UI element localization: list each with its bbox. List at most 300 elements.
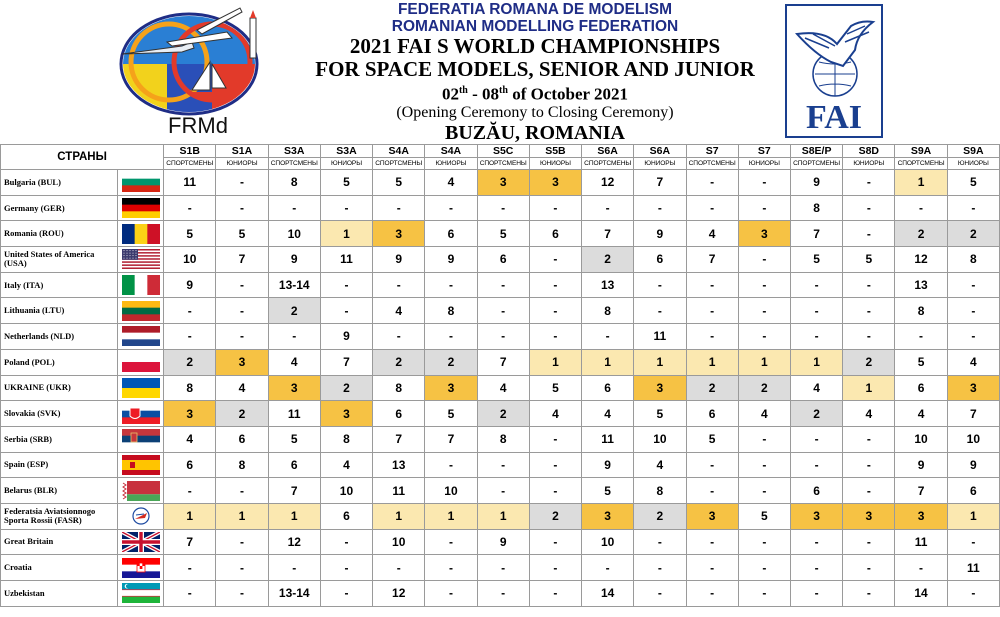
result-cell: -	[634, 529, 686, 555]
result-cell: 6	[320, 503, 372, 529]
result-cell: 10	[164, 247, 216, 273]
result-cell: -	[268, 324, 320, 350]
result-cell: 6	[216, 426, 268, 452]
category-header-cell: СПОРТСМЕНЫ	[895, 158, 947, 170]
result-cell: -	[738, 452, 790, 478]
result-cell: 2	[582, 247, 634, 273]
result-cell: -	[164, 298, 216, 324]
result-cell: 3	[373, 221, 425, 247]
table-row	[1, 298, 1000, 324]
result-cell: 7	[477, 349, 529, 375]
usa-flag	[118, 247, 164, 273]
category-header-cell: ЮНИОРЫ	[425, 158, 477, 170]
result-cell: 6	[268, 452, 320, 478]
result-cell: 2	[843, 349, 895, 375]
result-cell: 10	[425, 478, 477, 504]
result-cell: 12	[373, 581, 425, 607]
result-cell: 11	[320, 247, 372, 273]
result-cell: -	[686, 195, 738, 221]
ukraine-flag	[118, 375, 164, 401]
category-header-cell: СПОРТСМЕНЫ	[686, 158, 738, 170]
class-header-cell: S9A	[947, 145, 999, 158]
result-cell: 13	[582, 272, 634, 298]
result-cell: 4	[843, 401, 895, 427]
result-cell: 8	[477, 426, 529, 452]
category-header-cell: СПОРТСМЕНЫ	[790, 158, 842, 170]
result-cell: 3	[738, 221, 790, 247]
result-cell: -	[947, 195, 999, 221]
result-cell: -	[529, 272, 581, 298]
result-cell: -	[634, 195, 686, 221]
class-header-cell: S7	[738, 145, 790, 158]
table-row	[1, 581, 1000, 607]
result-cell: -	[634, 555, 686, 581]
event-venue: BUZĂU, ROMANIA	[445, 121, 625, 144]
result-cell: 2	[425, 349, 477, 375]
table-body	[1, 170, 1000, 607]
result-cell: 7	[895, 478, 947, 504]
result-cell: 10	[582, 529, 634, 555]
result-cell: 13	[895, 272, 947, 298]
result-cell: 1	[738, 349, 790, 375]
result-cell: -	[843, 298, 895, 324]
fai-logo	[785, 4, 883, 138]
class-header-cell: S9A	[895, 145, 947, 158]
country-name: UKRAINE (UKR)	[1, 375, 118, 401]
result-cell: -	[216, 478, 268, 504]
bulgaria-flag	[118, 170, 164, 196]
category-header-cell: ЮНИОРЫ	[947, 158, 999, 170]
class-header-cell: S8E/P	[790, 145, 842, 158]
result-cell: -	[686, 272, 738, 298]
result-cell: 4	[373, 298, 425, 324]
result-cell: -	[425, 272, 477, 298]
result-cell: 2	[738, 375, 790, 401]
result-cell: 11	[268, 401, 320, 427]
result-cell: -	[843, 555, 895, 581]
belarus-flag	[118, 478, 164, 504]
result-cell: 7	[320, 349, 372, 375]
class-header-cell: S3A	[268, 145, 320, 158]
result-cell: -	[216, 555, 268, 581]
result-cell: -	[425, 195, 477, 221]
result-cell: -	[947, 324, 999, 350]
result-cell: 3	[582, 503, 634, 529]
result-cell: -	[790, 581, 842, 607]
result-cell: 1	[582, 349, 634, 375]
result-cell: 1	[843, 375, 895, 401]
class-header-cell: S1A	[216, 145, 268, 158]
result-cell: -	[738, 478, 790, 504]
result-cell: -	[477, 298, 529, 324]
table-row	[1, 195, 1000, 221]
result-cell: 11	[582, 426, 634, 452]
fasr-emblem	[118, 503, 164, 529]
result-cell: 10	[320, 478, 372, 504]
result-cell: -	[373, 195, 425, 221]
result-cell: 6	[425, 221, 477, 247]
result-cell: 5	[738, 503, 790, 529]
result-cell: 9	[582, 452, 634, 478]
result-cell: 8	[947, 247, 999, 273]
fai-logo-text: FAI	[805, 99, 863, 136]
result-cell: 1	[686, 349, 738, 375]
result-cell: 11	[634, 324, 686, 350]
result-cell: 11	[164, 170, 216, 196]
class-header-cell: S6A	[582, 145, 634, 158]
result-cell: -	[216, 581, 268, 607]
category-header-cell: СПОРТСМЕНЫ	[373, 158, 425, 170]
result-cell: -	[738, 324, 790, 350]
result-cell: 1	[216, 503, 268, 529]
result-cell: 5	[895, 349, 947, 375]
result-cell: -	[790, 426, 842, 452]
result-cell: -	[529, 298, 581, 324]
table-row	[1, 529, 1000, 555]
result-cell: 2	[164, 349, 216, 375]
result-cell: -	[529, 529, 581, 555]
result-cell: 5	[216, 221, 268, 247]
result-cell: -	[373, 555, 425, 581]
result-cell: 8	[320, 426, 372, 452]
result-cell: -	[895, 324, 947, 350]
result-cell: 3	[216, 349, 268, 375]
result-cell: -	[686, 170, 738, 196]
result-cell: -	[529, 478, 581, 504]
result-cell: -	[320, 195, 372, 221]
result-cell: 9	[164, 272, 216, 298]
result-cell: -	[686, 555, 738, 581]
result-cell: -	[216, 195, 268, 221]
result-cell: -	[477, 581, 529, 607]
result-cell: 4	[320, 452, 372, 478]
result-cell: 9	[425, 247, 477, 273]
result-cell: 3	[686, 503, 738, 529]
result-cell: 6	[164, 452, 216, 478]
result-cell: 9	[268, 247, 320, 273]
table-row	[1, 478, 1000, 504]
result-cell: -	[529, 247, 581, 273]
result-cell: -	[477, 272, 529, 298]
result-cell: -	[425, 324, 477, 350]
result-cell: 9	[895, 452, 947, 478]
spain-flag	[118, 452, 164, 478]
category-header-cell: ЮНИОРЫ	[216, 158, 268, 170]
result-cell: -	[582, 324, 634, 350]
result-cell: -	[843, 478, 895, 504]
result-cell: -	[843, 324, 895, 350]
class-header-cell: S5B	[529, 145, 581, 158]
category-header-cell: СПОРТСМЕНЫ	[582, 158, 634, 170]
result-cell: -	[686, 529, 738, 555]
result-cell: 2	[320, 375, 372, 401]
result-cell: -	[164, 478, 216, 504]
result-cell: 6	[686, 401, 738, 427]
result-cell: -	[686, 478, 738, 504]
country-name: Federatsia Aviatsionnogo Sporta Rossii (FASR)	[1, 503, 118, 529]
result-cell: -	[477, 452, 529, 478]
result-cell: 6	[634, 247, 686, 273]
result-cell: 6	[790, 478, 842, 504]
result-cell: 5	[320, 170, 372, 196]
category-header-cell: ЮНИОРЫ	[529, 158, 581, 170]
result-cell: 1	[947, 503, 999, 529]
result-cell: 2	[895, 221, 947, 247]
table-row	[1, 503, 1000, 529]
result-cell: -	[895, 555, 947, 581]
result-cell: 5	[843, 247, 895, 273]
result-cell: -	[268, 555, 320, 581]
result-cell: 4	[529, 401, 581, 427]
result-cell: 1	[477, 503, 529, 529]
result-cell: -	[895, 195, 947, 221]
country-name: Poland (POL)	[1, 349, 118, 375]
countries-header: СТРАНЫ	[1, 145, 164, 170]
result-cell: -	[216, 170, 268, 196]
result-cell: 6	[477, 247, 529, 273]
result-cell: 8	[425, 298, 477, 324]
result-cell: -	[320, 529, 372, 555]
country-name: Uzbekistan	[1, 581, 118, 607]
result-cell: -	[425, 555, 477, 581]
result-cell: 5	[477, 221, 529, 247]
result-cell: -	[843, 529, 895, 555]
table-row	[1, 401, 1000, 427]
table-row	[1, 170, 1000, 196]
result-cell: -	[216, 324, 268, 350]
result-cell: -	[477, 195, 529, 221]
result-cell: 5	[947, 170, 999, 196]
result-cell: -	[164, 324, 216, 350]
result-cell: -	[843, 195, 895, 221]
table-row	[1, 349, 1000, 375]
result-cell: -	[843, 170, 895, 196]
org-name-en: ROMANIAN MODELLING FEDERATION	[391, 18, 679, 35]
table-row	[1, 324, 1000, 350]
result-cell: 8	[164, 375, 216, 401]
country-name: Germany (GER)	[1, 195, 118, 221]
country-name: Italy (ITA)	[1, 272, 118, 298]
event-title-block	[270, 0, 800, 145]
class-header-cell: S1B	[164, 145, 216, 158]
result-cell: 4	[738, 401, 790, 427]
result-cell: -	[790, 324, 842, 350]
result-cell: 3	[477, 170, 529, 196]
class-header-cell: S7	[686, 145, 738, 158]
org-name-ro: FEDERATIA ROMANA DE MODELISM	[397, 1, 673, 18]
country-name: United States of America (USA)	[1, 247, 118, 273]
result-cell: 10	[634, 426, 686, 452]
result-cell: 3	[425, 375, 477, 401]
result-cell: 7	[582, 221, 634, 247]
result-cell: 6	[373, 401, 425, 427]
result-cell: -	[164, 555, 216, 581]
result-cell: 5	[268, 426, 320, 452]
result-cell: -	[582, 195, 634, 221]
result-cell: 5	[582, 478, 634, 504]
results-table	[0, 144, 1000, 607]
category-header-cell: ЮНИОРЫ	[738, 158, 790, 170]
result-cell: -	[634, 298, 686, 324]
country-name: Spain (ESP)	[1, 452, 118, 478]
class-header-cell: S6A	[634, 145, 686, 158]
result-cell: -	[425, 452, 477, 478]
result-cell: 8	[216, 452, 268, 478]
result-cell: -	[216, 529, 268, 555]
result-cell: 7	[425, 426, 477, 452]
result-cell: 4	[164, 426, 216, 452]
result-cell: -	[529, 452, 581, 478]
result-cell: -	[947, 581, 999, 607]
result-cell: -	[320, 581, 372, 607]
result-cell: -	[686, 581, 738, 607]
result-cell: 4	[686, 221, 738, 247]
result-cell: 4	[634, 452, 686, 478]
result-cell: -	[216, 298, 268, 324]
table-row	[1, 247, 1000, 273]
class-header-cell: S4A	[373, 145, 425, 158]
result-cell: -	[843, 581, 895, 607]
result-cell: 7	[947, 401, 999, 427]
result-cell: -	[686, 324, 738, 350]
result-cell: 5	[686, 426, 738, 452]
netherlands-flag	[118, 324, 164, 350]
result-cell: 12	[268, 529, 320, 555]
result-cell: 2	[634, 503, 686, 529]
result-cell: -	[843, 426, 895, 452]
italy-flag	[118, 272, 164, 298]
result-cell: -	[425, 529, 477, 555]
result-cell: -	[947, 529, 999, 555]
category-header-cell: СПОРТСМЕНЫ	[268, 158, 320, 170]
frmd-logo-text: FRMd	[168, 113, 228, 138]
result-cell: 3	[164, 401, 216, 427]
result-cell: 13-14	[268, 581, 320, 607]
class-header-cell: S5C	[477, 145, 529, 158]
category-header-cell: СПОРТСМЕНЫ	[164, 158, 216, 170]
country-name: Netherlands (NLD)	[1, 324, 118, 350]
result-cell: 1	[268, 503, 320, 529]
result-cell: 2	[373, 349, 425, 375]
table-row	[1, 452, 1000, 478]
championship-subtitle: FOR SPACE MODELS, SENIOR AND JUNIOR	[315, 57, 755, 81]
result-cell: 2	[477, 401, 529, 427]
result-cell: 14	[895, 581, 947, 607]
result-cell: 4	[216, 375, 268, 401]
result-cell: 5	[373, 170, 425, 196]
result-cell: 9	[320, 324, 372, 350]
result-cell: 12	[895, 247, 947, 273]
result-cell: 10	[895, 426, 947, 452]
result-cell: -	[790, 529, 842, 555]
result-cell: 5	[790, 247, 842, 273]
result-cell: -	[320, 555, 372, 581]
result-cell: 1	[790, 349, 842, 375]
result-cell: 4	[425, 170, 477, 196]
result-cell: 7	[634, 170, 686, 196]
result-cell: 5	[164, 221, 216, 247]
result-cell: 3	[529, 170, 581, 196]
result-cell: 7	[790, 221, 842, 247]
serbia-flag	[118, 426, 164, 452]
class-header-row	[1, 145, 1000, 158]
result-cell: -	[738, 426, 790, 452]
result-cell: -	[790, 555, 842, 581]
result-cell: 9	[477, 529, 529, 555]
country-name: Great Britain	[1, 529, 118, 555]
table-header	[1, 145, 1000, 170]
result-cell: 2	[790, 401, 842, 427]
result-cell: -	[738, 555, 790, 581]
result-cell: -	[320, 298, 372, 324]
category-header-cell: ЮНИОРЫ	[320, 158, 372, 170]
result-cell: 4	[790, 375, 842, 401]
result-cell: 13-14	[268, 272, 320, 298]
result-cell: 4	[477, 375, 529, 401]
result-cell: 3	[268, 375, 320, 401]
result-cell: -	[529, 581, 581, 607]
result-cell: 1	[529, 349, 581, 375]
result-cell: -	[529, 555, 581, 581]
result-cell: 4	[947, 349, 999, 375]
result-cell: 14	[582, 581, 634, 607]
result-cell: -	[738, 298, 790, 324]
result-cell: -	[529, 195, 581, 221]
result-cell: -	[268, 195, 320, 221]
result-cell: 11	[373, 478, 425, 504]
result-cell: 1	[164, 503, 216, 529]
result-cell: 3	[947, 375, 999, 401]
result-cell: 2	[529, 503, 581, 529]
result-cell: 2	[947, 221, 999, 247]
result-cell: 6	[582, 375, 634, 401]
country-name: Belarus (BLR)	[1, 478, 118, 504]
result-cell: 1	[425, 503, 477, 529]
result-cell: -	[164, 195, 216, 221]
lithuania-flag	[118, 298, 164, 324]
table-row	[1, 221, 1000, 247]
result-cell: -	[738, 195, 790, 221]
result-cell: 7	[268, 478, 320, 504]
result-cell: -	[738, 247, 790, 273]
result-cell: -	[686, 298, 738, 324]
result-cell: -	[634, 272, 686, 298]
result-cell: 4	[895, 401, 947, 427]
result-cell: 11	[947, 555, 999, 581]
result-cell: 1	[373, 503, 425, 529]
uzbekistan-flag	[118, 581, 164, 607]
result-cell: 7	[216, 247, 268, 273]
result-cell: 8	[373, 375, 425, 401]
category-header-cell: ЮНИОРЫ	[634, 158, 686, 170]
result-cell: 8	[634, 478, 686, 504]
result-cell: 8	[268, 170, 320, 196]
result-cell: 3	[895, 503, 947, 529]
result-cell: 10	[268, 221, 320, 247]
country-name: Romania (ROU)	[1, 221, 118, 247]
result-cell: -	[320, 272, 372, 298]
result-cell: -	[529, 324, 581, 350]
result-cell: -	[686, 452, 738, 478]
class-header-cell: S4A	[425, 145, 477, 158]
result-cell: 9	[634, 221, 686, 247]
result-cell: -	[529, 426, 581, 452]
result-cell: -	[477, 324, 529, 350]
result-cell: 3	[634, 375, 686, 401]
championship-title: 2021 FAI S WORLD CHAMPIONSHIPS	[349, 34, 721, 58]
result-cell: -	[477, 555, 529, 581]
poland-flag	[118, 349, 164, 375]
